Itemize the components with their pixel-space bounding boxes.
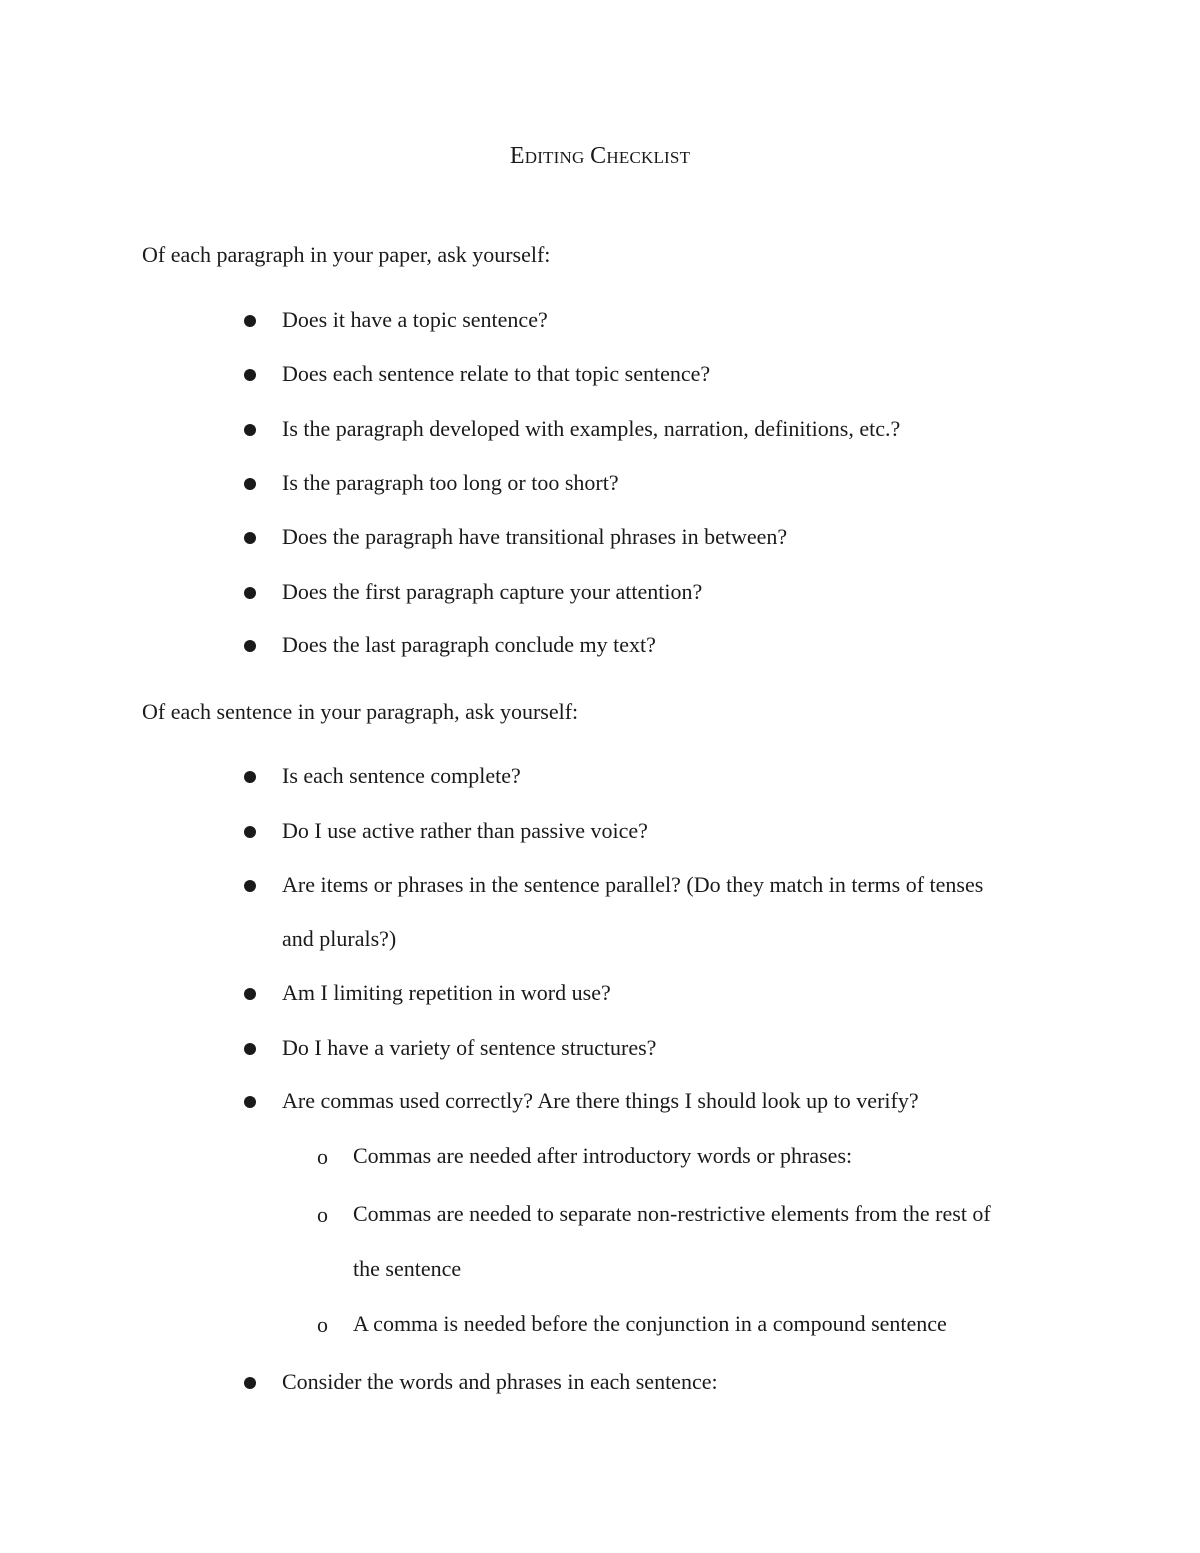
bullet-icon [244, 880, 256, 892]
bullet-icon [244, 1377, 256, 1389]
bullet-icon [244, 1096, 256, 1108]
bullet-icon [244, 771, 256, 783]
list-item: Are items or phrases in the sentence parallel? (Do they match in terms of tenses [282, 872, 984, 897]
list-item: Is each sentence complete? [282, 763, 521, 788]
bullet-icon [244, 532, 256, 544]
sub-list-item-continuation: the sentence [353, 1256, 462, 1281]
list-item: Does it have a topic sentence? [282, 307, 548, 332]
sub-list-item: Commas are needed to separate non-restrictive elements from the rest of [353, 1201, 991, 1226]
list-item: Does the first paragraph capture your attention? [282, 579, 703, 604]
bullet-icon [244, 424, 256, 436]
list-item: Am I limiting repetition in word use? [282, 980, 611, 1005]
bullet-icon [244, 315, 256, 327]
list-item: Are commas used correctly? Are there things I should look up to verify? [282, 1088, 919, 1113]
bullet-icon [244, 587, 256, 599]
section1-intro: Of each paragraph in your paper, ask yourself: [142, 242, 551, 267]
list-item: Do I use active rather than passive voice? [282, 818, 648, 843]
sub-list-item: Commas are needed after introductory words or phrases: [353, 1143, 853, 1168]
list-item: Consider the words and phrases in each sentence: [282, 1369, 718, 1394]
sub-bullet-icon: o [317, 1312, 328, 1337]
list-item: Do I have a variety of sentence structures? [282, 1035, 657, 1060]
list-item-continuation: and plurals?) [282, 926, 397, 951]
bullet-icon [244, 640, 256, 652]
list-item: Does the last paragraph conclude my text? [282, 632, 656, 657]
list-item: Does each sentence relate to that topic sentence? [282, 361, 711, 386]
bullet-icon [244, 369, 256, 381]
section2-intro: Of each sentence in your paragraph, ask yourself: [142, 699, 579, 724]
list-item: Is the paragraph too long or too short? [282, 470, 619, 495]
sub-bullet-icon: o [317, 1144, 328, 1169]
document-title: EDITING CHECKLIST [509, 143, 691, 169]
sub-list-item: A comma is needed before the conjunction in a compound sentence [353, 1311, 947, 1336]
list-item: Is the paragraph developed with examples, narration, definitions, etc.? [282, 416, 901, 441]
bullet-icon [244, 478, 256, 490]
bullet-icon [244, 988, 256, 1000]
list-item: Does the paragraph have transitional phrases in between? [282, 524, 788, 549]
bullet-icon [244, 826, 256, 838]
sub-bullet-icon: o [317, 1202, 328, 1227]
bullet-icon [244, 1043, 256, 1055]
